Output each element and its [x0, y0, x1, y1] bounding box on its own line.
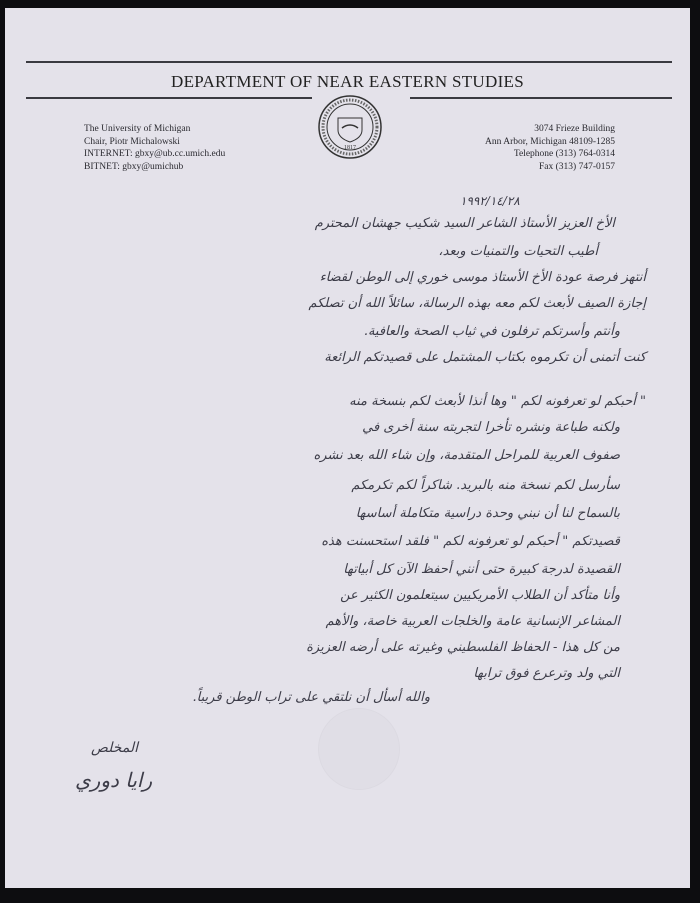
letter-line: وأنتم وأسرتكم ترفلون في ثياب الصحة والعافية.	[363, 324, 620, 339]
letter-line: أنتهز فرصة عودة الأخ الأستاذ موسى خوري إلى الوطن لقضاء	[319, 270, 646, 285]
address-right-block	[465, 123, 615, 173]
letter-date: ١٩٩٢/١٤/٢٨	[460, 194, 520, 208]
letter-salutation: أطيب التحيات والتمنيات وبعد،	[438, 244, 598, 259]
letter-line: صفوف العربية للمراحل المتقدمة، وإن شاء الله بعد نشره	[313, 448, 620, 463]
letter-page	[5, 8, 690, 888]
city-address: Ann Arbor, Michigan 48109-1285	[485, 136, 615, 147]
letter-line: والله أسأل أن نلتقي على تراب الوطن قريباً.	[192, 690, 430, 705]
letter-line: المشاعر الإنسانية عامة والخلجات العربية خاصة، والأهم	[325, 614, 620, 629]
address-left-block	[84, 123, 225, 173]
watermark-seal-icon	[318, 708, 400, 790]
letter-line: سأرسل لكم نسخة منه بالبريد. شاكراً لكم تكرمكم	[351, 478, 620, 493]
fax: Fax (313) 747-0157	[539, 161, 615, 172]
header-rule-bottom-left	[26, 97, 312, 99]
university-seal-icon	[317, 94, 383, 160]
department-title: DEPARTMENT OF NEAR EASTERN STUDIES	[171, 72, 524, 91]
letter-closing: المخلص	[91, 740, 139, 756]
header-rule-bottom-right	[410, 97, 672, 99]
letter-line: القصيدة لدرجة كبيرة حتى أنني أحفظ الآن كل أبياتها	[343, 562, 620, 577]
telephone: Telephone (313) 764-0314	[513, 149, 615, 160]
letter-greeting: الأخ العزيز الأستاذ الشاعر السيد شكيب جهشان المحترم	[314, 216, 615, 231]
chair-name: Chair, Piotr Michalowski	[84, 136, 180, 147]
bitnet-address: BITNET: gbxy@umichub	[84, 161, 184, 172]
letter-line: إجازة الصيف لأبعث لكم معه بهذه الرسالة، سائلاً الله أن تصلكم	[308, 296, 646, 311]
letter-line: كنت أتمنى أن تكرموه بكتاب المشتمل على قصيدتكم الرائعة	[324, 350, 646, 365]
letter-line: بالسماح لنا أن نبني وحدة دراسية متكاملة أساسها	[355, 506, 620, 521]
building-address: 3074 Frieze Building	[534, 124, 615, 134]
internet-email: INTERNET: gbxy@ub.cc.umich.edu	[84, 149, 226, 160]
letter-line: من كل هذا - الحفاظ الفلسطيني وغيرته على أرضه العزيزة	[306, 640, 620, 655]
letter-line: قصيدتكم " أحبكم لو تعرفونه لكم " فلقد استحسنت هذه	[321, 534, 620, 549]
letter-line: التي ولد وترعرع فوق ترابها	[473, 666, 620, 681]
letter-line: ولكنه طباعة ونشره تأخرا لتجربته سنة أخرى في	[362, 420, 620, 435]
signature: رايا دوري	[75, 768, 153, 792]
letter-line: وأنا متأكد أن الطلاب الأمريكيين سيتعلمون الكثير عن	[340, 588, 620, 603]
letter-line: " أحبكم لو تعرفونه لكم " وها أنذا لأبعث لكم بنسخة منه	[349, 394, 646, 409]
header-rule-top	[26, 61, 672, 63]
university-name: The University of Michigan	[84, 124, 191, 134]
svg-text:1817: 1817	[344, 145, 356, 151]
